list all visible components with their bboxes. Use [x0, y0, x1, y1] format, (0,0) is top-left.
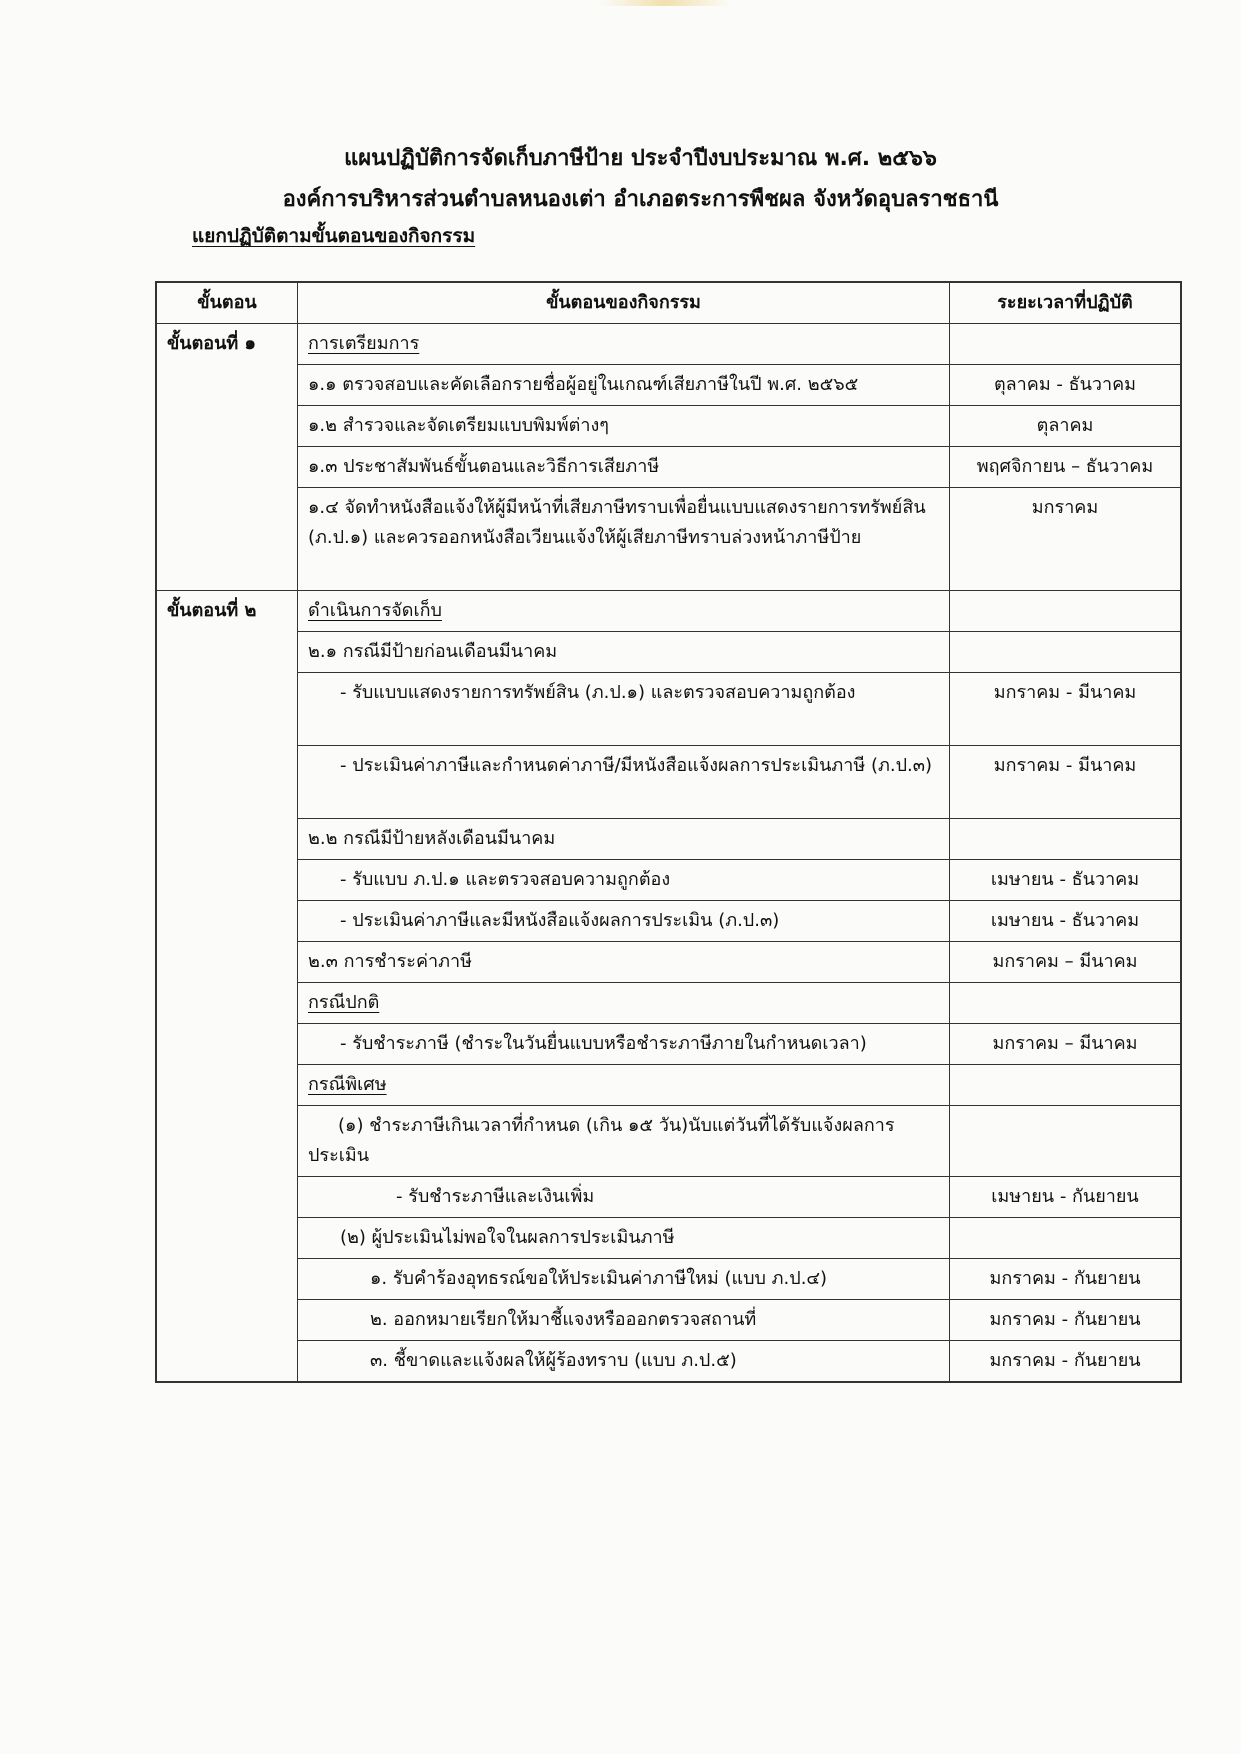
activity-cell: ๓. ชี้ขาดและแจ้งผลให้ผู้ร้องทราบ (แบบ ภ.ป.๕): [298, 1341, 950, 1383]
period-cell: [950, 591, 1182, 632]
period-cell: [950, 983, 1182, 1024]
table-row: [156, 1065, 1181, 1106]
period-cell: [950, 324, 1182, 365]
table-row: [156, 1300, 1181, 1341]
period-cell: เมษายน - ธันวาคม: [950, 860, 1182, 901]
period-cell: เมษายน - กันยายน: [950, 1177, 1182, 1218]
period-cell: มกราคม: [950, 488, 1182, 591]
step-empty: [156, 860, 298, 901]
period-cell: [950, 1106, 1182, 1177]
activity-cell: ๑.๑ ตรวจสอบและคัดเลือกรายชื่อผู้อยู่ในเกณฑ์เสียภาษีในปี พ.ศ. ๒๕๖๕: [298, 365, 950, 406]
table-row: [156, 406, 1181, 447]
activity-cell: [298, 1065, 950, 1106]
table-row: [156, 1024, 1181, 1065]
header-period: ระยะเวลาที่ปฏิบัติ: [950, 282, 1182, 324]
activity-cell: - ประเมินค่าภาษีและมีหนังสือแจ้งผลการประเมิน (ภ.ป.๓): [298, 901, 950, 942]
step-label: ขั้นตอนที่ ๑: [156, 324, 298, 365]
table-row: [156, 365, 1181, 406]
activity-cell: - รับชำระภาษีและเงินเพิ่ม: [298, 1177, 950, 1218]
activity-cell: [298, 983, 950, 1024]
section-heading: การเตรียมการ: [308, 333, 420, 354]
activity-cell: ๑. รับคำร้องอุทธรณ์ขอให้ประเมินค่าภาษีใหม่ (แบบ ภ.ป.๔): [298, 1259, 950, 1300]
table-row: [156, 860, 1181, 901]
table-row: [156, 1177, 1181, 1218]
table-row: [156, 819, 1181, 860]
activity-cell: [298, 324, 950, 365]
activity-cell: - รับแบบ ภ.ป.๑ และตรวจสอบความถูกต้อง: [298, 860, 950, 901]
activity-cell: [298, 591, 950, 632]
step-empty: [156, 1024, 298, 1065]
header-activity: ขั้นตอนของกิจกรรม: [298, 282, 950, 324]
activity-cell: ๒.๓ การชำระค่าภาษี: [298, 942, 950, 983]
period-cell: [950, 1065, 1182, 1106]
table-row: [156, 673, 1181, 746]
table-row: [156, 746, 1181, 819]
table-row: [156, 488, 1181, 591]
activity-cell: - ประเมินค่าภาษีและกำหนดค่าภาษี/มีหนังสือแจ้งผลการประเมินภาษี (ภ.ป.๓): [298, 746, 950, 819]
activity-cell: (๒) ผู้ประเมินไม่พอใจในผลการประเมินภาษี: [298, 1218, 950, 1259]
section-heading: ดำเนินการจัดเก็บ: [308, 600, 442, 621]
table-row: [156, 983, 1181, 1024]
case-heading: กรณีพิเศษ: [308, 1074, 387, 1095]
step-empty: [156, 1106, 298, 1177]
step-empty: [156, 819, 298, 860]
activity-cell: ๒. ออกหมายเรียกให้มาชี้แจงหรือออกตรวจสถานที่: [298, 1300, 950, 1341]
document-subtitle: แยกปฏิบัติตามขั้นตอนของกิจกรรม: [192, 225, 476, 247]
step-empty: [156, 1218, 298, 1259]
table-row: [156, 1218, 1181, 1259]
step-empty: [156, 1065, 298, 1106]
table-row: [156, 1259, 1181, 1300]
table-row: [156, 1106, 1181, 1177]
table-row: [156, 942, 1181, 983]
activity-cell: ๒.๒ กรณีมีป้ายหลังเดือนมีนาคม: [298, 819, 950, 860]
table-row: [156, 447, 1181, 488]
activity-cell: - รับชำระภาษี (ชำระในวันยื่นแบบหรือชำระภาษีภายในกำหนดเวลา): [298, 1024, 950, 1065]
step-empty: [156, 1177, 298, 1218]
activity-plan-table: [155, 281, 1182, 1383]
table-header-row: [156, 282, 1181, 324]
activity-cell: ๑.๔ จัดทำหนังสือแจ้งให้ผู้มีหน้าที่เสียภาษีทราบเพื่อยื่นแบบแสดงรายการทรัพย์สิน (ภ.ป.๑) และควรออกหนังสือเวียนแจ้งให้ผู้เสียภาษีทราบล่วงหน้าภาษีป้าย: [298, 488, 950, 591]
document-title: แผนปฏิบัติการจัดเก็บภาษีป้าย ประจำปีงบประมาณ พ.ศ. ๒๕๖๖: [344, 146, 937, 171]
step-empty: [156, 365, 298, 406]
header-step: ขั้นตอน: [156, 282, 298, 324]
step-empty: [156, 746, 298, 819]
activity-cell: - รับแบบแสดงรายการทรัพย์สิน (ภ.ป.๑) และตรวจสอบความถูกต้อง: [298, 673, 950, 746]
scan-artifact: [600, 0, 730, 6]
step-empty: [156, 1300, 298, 1341]
step-empty: [156, 447, 298, 488]
period-cell: ตุลาคม - ธันวาคม: [950, 365, 1182, 406]
period-cell: มกราคม – มีนาคม: [950, 1024, 1182, 1065]
period-cell: [950, 819, 1182, 860]
period-cell: มกราคม – มีนาคม: [950, 942, 1182, 983]
activity-cell: ๒.๑ กรณีมีป้ายก่อนเดือนมีนาคม: [298, 632, 950, 673]
period-cell: มกราคม - มีนาคม: [950, 673, 1182, 746]
organization-name: องค์การบริหารส่วนตำบลหนองเต่า อำเภอตระการพืชผล จังหวัดอุบลราชธานี: [282, 187, 999, 212]
step-empty: [156, 1259, 298, 1300]
step-empty: [156, 983, 298, 1024]
period-cell: ตุลาคม: [950, 406, 1182, 447]
period-cell: [950, 632, 1182, 673]
step-empty: [156, 488, 298, 591]
step-label: ขั้นตอนที่ ๒: [156, 591, 298, 632]
step-empty: [156, 901, 298, 942]
period-cell: เมษายน - ธันวาคม: [950, 901, 1182, 942]
period-cell: มกราคม - กันยายน: [950, 1341, 1182, 1383]
period-cell: มกราคม - กันยายน: [950, 1259, 1182, 1300]
step-empty: [156, 406, 298, 447]
step-empty: [156, 632, 298, 673]
table-row: [156, 901, 1181, 942]
activity-cell: ๑.๓ ประชาสัมพันธ์ขั้นตอนและวิธีการเสียภาษี: [298, 447, 950, 488]
activity-cell: (๑) ชำระภาษีเกินเวลาที่กำหนด (เกิน ๑๕ วัน)นับแต่วันที่ได้รับแจ้งผลการประเมิน: [298, 1106, 950, 1177]
period-cell: มกราคม - มีนาคม: [950, 746, 1182, 819]
period-cell: มกราคม - กันยายน: [950, 1300, 1182, 1341]
step-empty: [156, 673, 298, 746]
period-cell: [950, 1218, 1182, 1259]
case-heading: กรณีปกติ: [308, 992, 380, 1013]
table-row: [156, 1341, 1181, 1383]
step-empty: [156, 942, 298, 983]
period-cell: พฤศจิกายน – ธันวาคม: [950, 447, 1182, 488]
table-row: [156, 632, 1181, 673]
table-row: [156, 324, 1181, 365]
table-row: [156, 591, 1181, 632]
step-empty: [156, 1341, 298, 1383]
activity-cell: ๑.๒ สำรวจและจัดเตรียมแบบพิมพ์ต่างๆ: [298, 406, 950, 447]
